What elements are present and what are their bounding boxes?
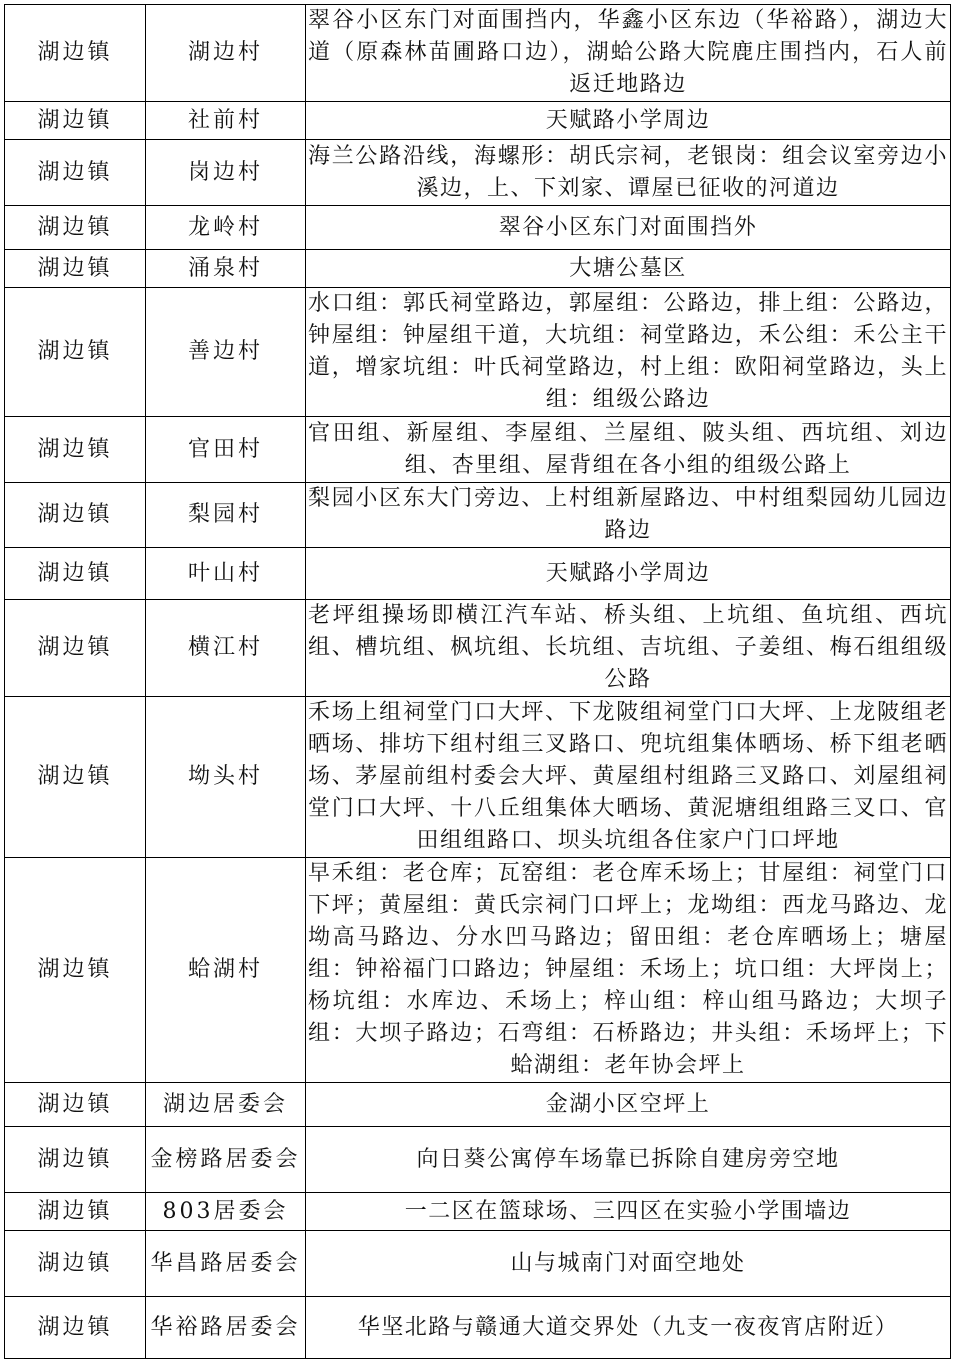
village-cell: 湖边居委会 [146, 1083, 306, 1127]
village-cell: 叶山村 [146, 548, 306, 600]
table-row [5, 250, 951, 288]
village-cell: 涌泉村 [146, 250, 306, 288]
table-row [5, 1127, 951, 1193]
table-row [5, 483, 951, 548]
village-cell: 梨园村 [146, 483, 306, 548]
location-cell: 翠谷小区东门对面围挡内，华鑫小区东边（华裕路），湖边大道（原森林苗圃路口边），湖蛤公路大院鹿庄围挡内，石人前返迁地路边 [306, 5, 951, 102]
location-cell: 禾场上组祠堂门口大坪、下龙陂组祠堂门口大坪、上龙陂组老晒场、排坊下组村组三叉路口、兜坑组集体晒场、桥下组老晒场、茅屋前组村委会大坪、黄屋组村组路三叉路口、刘屋组祠堂门口大坪、十八丘组集体大晒场、黄泥塘组组路三叉口、官田组组路口、坝头坑组各住家户门口坪地 [306, 697, 951, 858]
location-cell: 天赋路小学周边 [306, 102, 951, 140]
location-cell: 早禾组：老仓库；瓦窑组：老仓库禾场上；甘屋组：祠堂门口下坪；黄屋组：黄氏宗祠门口坪上；龙坳组：西龙马路边、龙坳高马路边、分水凹马路边；留田组：老仓库晒场上；塘屋组：钟裕福门口路边；钟屋组：禾场上；坑口组：大坪岗上；杨坑组：水库边、禾场上；梓山组：梓山组马路边；大坝子组：大坝子路边；石弯组：石桥路边；井头组：禾场坪上；下蛤湖组：老年协会坪上 [306, 858, 951, 1083]
location-cell: 金湖小区空坪上 [306, 1083, 951, 1127]
town-cell: 湖边镇 [5, 206, 146, 250]
location-table [4, 4, 951, 1359]
location-cell: 老坪组操场即横江汽车站、桥头组、上坑组、鱼坑组、西坑组、槽坑组、枫坑组、长坑组、吉坑组、子姜组、梅石组组级公路 [306, 600, 951, 697]
table-body [5, 5, 951, 1359]
location-cell: 官田组、新屋组、李屋组、兰屋组、陂头组、西坑组、刘边组、杏里组、屋背组在各小组的组级公路上 [306, 417, 951, 483]
location-cell: 海兰公路沿线，海螺形：胡氏宗祠，老银岗：组会议室旁边小溪边，上、下刘家、谭屋已征收的河道边 [306, 140, 951, 206]
village-cell: 华昌路居委会 [146, 1231, 306, 1297]
village-cell: 金榜路居委会 [146, 1127, 306, 1193]
table-row [5, 697, 951, 858]
village-cell: 横江村 [146, 600, 306, 697]
table-row [5, 600, 951, 697]
village-cell: 善边村 [146, 288, 306, 417]
location-cell: 向日葵公寓停车场靠已拆除自建房旁空地 [306, 1127, 951, 1193]
town-cell: 湖边镇 [5, 697, 146, 858]
village-cell: 岗边村 [146, 140, 306, 206]
location-cell: 华坚北路与赣通大道交界处（九支一夜夜宵店附近） [306, 1297, 951, 1359]
village-cell: 社前村 [146, 102, 306, 140]
town-cell: 湖边镇 [5, 600, 146, 697]
village-cell: 龙岭村 [146, 206, 306, 250]
table-row [5, 1231, 951, 1297]
town-cell: 湖边镇 [5, 1127, 146, 1193]
village-cell: 官田村 [146, 417, 306, 483]
town-cell: 湖边镇 [5, 288, 146, 417]
table-row [5, 1083, 951, 1127]
village-cell: 803居委会 [146, 1193, 306, 1231]
town-cell: 湖边镇 [5, 858, 146, 1083]
town-cell: 湖边镇 [5, 1231, 146, 1297]
town-cell: 湖边镇 [5, 250, 146, 288]
location-cell: 翠谷小区东门对面围挡外 [306, 206, 951, 250]
location-cell: 山与城南门对面空地处 [306, 1231, 951, 1297]
table-row [5, 1193, 951, 1231]
town-cell: 湖边镇 [5, 102, 146, 140]
location-cell: 大塘公墓区 [306, 250, 951, 288]
location-cell: 水口组：郭氏祠堂路边，郭屋组：公路边，排上组：公路边，钟屋组：钟屋组干道，大坑组：祠堂路边，禾公组：禾公主干道，增家坑组：叶氏祠堂路边，村上组：欧阳祠堂路边，头上组：组级公路边 [306, 288, 951, 417]
town-cell: 湖边镇 [5, 548, 146, 600]
table-row [5, 140, 951, 206]
town-cell: 湖边镇 [5, 5, 146, 102]
village-cell: 蛤湖村 [146, 858, 306, 1083]
town-cell: 湖边镇 [5, 140, 146, 206]
town-cell: 湖边镇 [5, 483, 146, 548]
table-row [5, 288, 951, 417]
location-cell: 天赋路小学周边 [306, 548, 951, 600]
table-row [5, 206, 951, 250]
village-cell: 坳头村 [146, 697, 306, 858]
town-cell: 湖边镇 [5, 1193, 146, 1231]
location-cell: 梨园小区东大门旁边、上村组新屋路边、中村组梨园幼儿园边路边 [306, 483, 951, 548]
town-cell: 湖边镇 [5, 417, 146, 483]
table-row [5, 1297, 951, 1359]
table-row [5, 5, 951, 102]
table-row [5, 417, 951, 483]
town-cell: 湖边镇 [5, 1083, 146, 1127]
table-row [5, 548, 951, 600]
table-row [5, 102, 951, 140]
location-cell: 一二区在篮球场、三四区在实验小学围墙边 [306, 1193, 951, 1231]
village-cell: 华裕路居委会 [146, 1297, 306, 1359]
table-row [5, 858, 951, 1083]
town-cell: 湖边镇 [5, 1297, 146, 1359]
village-cell: 湖边村 [146, 5, 306, 102]
